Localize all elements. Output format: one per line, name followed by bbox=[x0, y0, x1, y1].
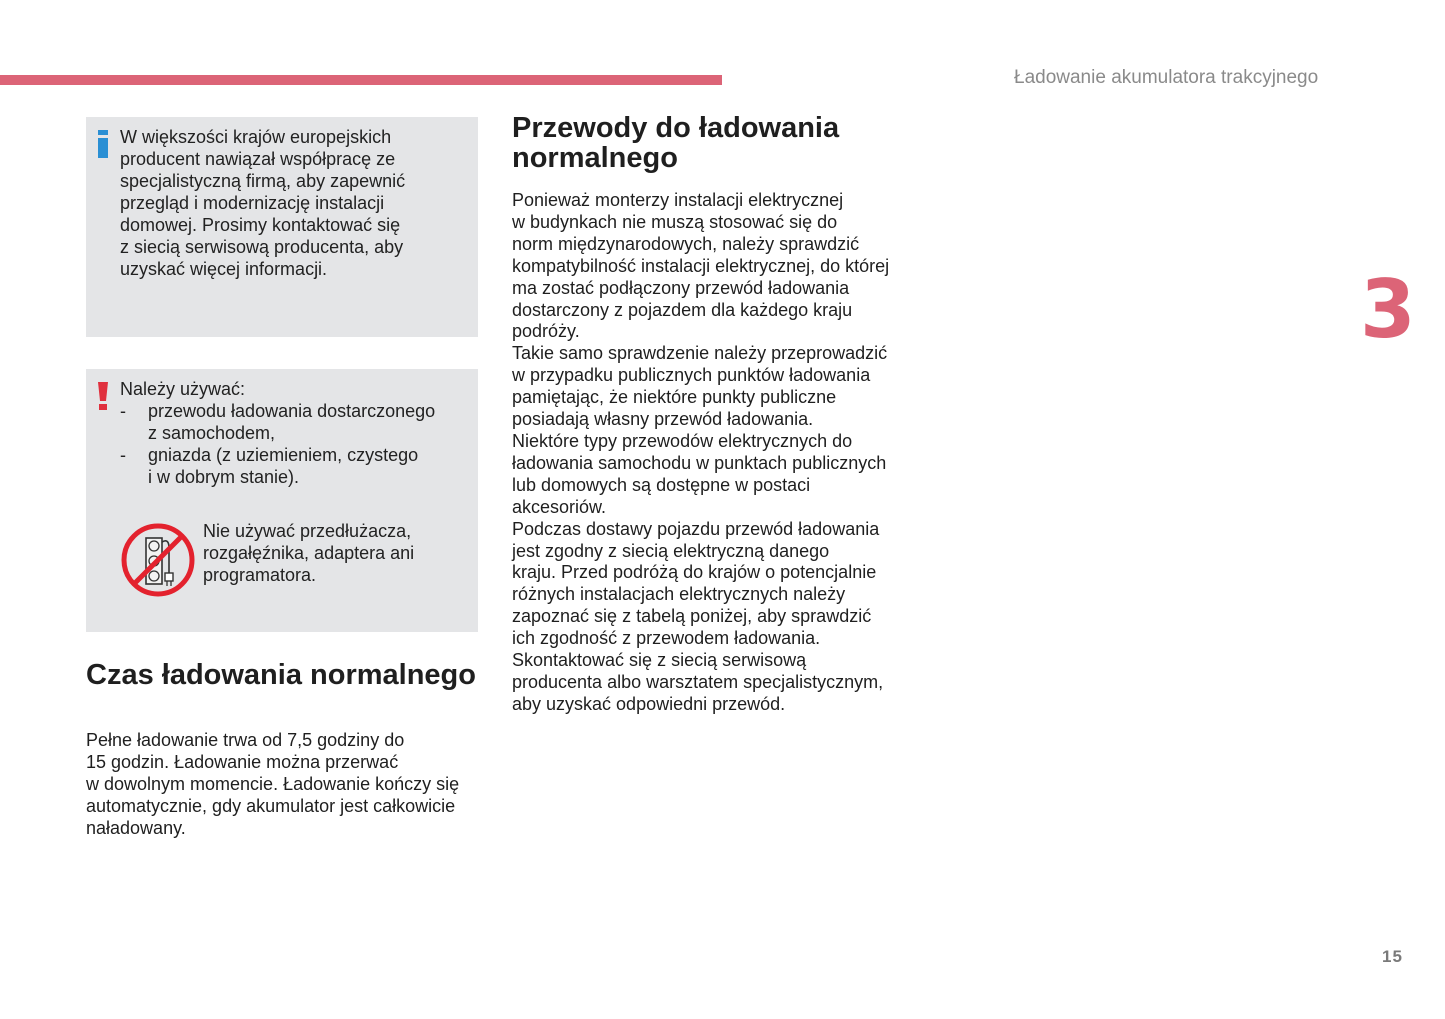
info-line: z siecią serwisową producenta, aby bbox=[120, 237, 404, 257]
warning-intro: Należy używać: bbox=[120, 379, 246, 399]
cables-line: Skontaktować się z siecią serwisową bbox=[512, 650, 807, 671]
charging-cables-text bbox=[512, 190, 912, 716]
cables-line: podróży. bbox=[512, 321, 580, 342]
cables-line: ma zostać podłączony przewód ładowania bbox=[512, 277, 850, 298]
info-box bbox=[86, 117, 478, 337]
warning-box bbox=[86, 369, 478, 632]
info-line: domowej. Prosimy kontaktować się bbox=[120, 215, 401, 235]
cables-line: Takie samo sprawdzenie należy przeprowadzić bbox=[512, 343, 888, 364]
cables-line: ładowania samochodu w punktach publicznych bbox=[512, 452, 887, 473]
warning-list-item: - przewodu ładowania dostarczonego z samochodem, bbox=[120, 401, 436, 443]
prohibition-text: Nie używać przedłużacza, rozgałęźnika, adaptera ani programatora. bbox=[203, 521, 415, 585]
cables-line: w budynkach nie muszą stosować się do bbox=[512, 211, 838, 232]
cables-line: kraju. Przed podróżą do krajów o potencjalnie bbox=[512, 562, 877, 583]
cables-line: posiadają własny przewód ładowania. bbox=[512, 409, 814, 430]
info-line: uzyskać więcej informacji. bbox=[120, 259, 328, 279]
cables-line: producenta albo warsztatem specjalistycznym, bbox=[512, 671, 884, 692]
cables-line: Niektóre typy przewodów elektrycznych do bbox=[512, 430, 853, 451]
warning-list bbox=[120, 400, 470, 488]
cables-line: w przypadku publicznych punktów ładowania bbox=[512, 365, 871, 386]
info-icon bbox=[98, 130, 108, 158]
info-line: producent nawiązał współpracę ze bbox=[120, 149, 396, 169]
header-accent-bar bbox=[0, 75, 722, 85]
warning-box-text bbox=[120, 378, 470, 488]
info-line: specjalistyczną firmą, aby zapewnić bbox=[120, 171, 406, 191]
cables-line: aby uzyskać odpowiedni przewód. bbox=[512, 693, 786, 714]
page-number: 15 bbox=[1382, 947, 1403, 966]
running-header: Ładowanie akumulatora trakcyjnego bbox=[1014, 67, 1319, 88]
cables-line: dostarczony z pojazdem dla każdego kraju bbox=[512, 299, 853, 320]
section-title-charge-time: Czas ładowania normalnego bbox=[86, 659, 476, 691]
warning-list-item: - gniazda (z uziemieniem, czystego i w dobrym stanie). bbox=[120, 445, 419, 487]
cables-line: lub domowych są dostępne w postaci bbox=[512, 474, 811, 495]
warning-exclamation-icon bbox=[98, 382, 108, 410]
cables-line: różnych instalacjach elektrycznych należy bbox=[512, 584, 846, 605]
cables-line: norm międzynarodowych, należy sprawdzić bbox=[512, 233, 860, 254]
cables-line: jest zgodny z siecią elektryczną danego bbox=[512, 540, 830, 561]
cables-line: kompatybilność instalacji elektrycznej, do której bbox=[512, 255, 890, 276]
cables-line: Ponieważ monterzy instalacji elektrycznej bbox=[512, 190, 844, 210]
charge-time-paragraph: Pełne ładowanie trwa od 7,5 godziny do 15 godzin. Ładowanie można przerwać w dowolnym momencie. Ładowanie kończy się automatycznie, gdy akumulator jest całkowicie naładowany. bbox=[86, 730, 460, 838]
info-line: W większości krajów europejskich bbox=[120, 127, 392, 147]
cables-line: ich zgodność z przewodem ładowania. bbox=[512, 628, 821, 649]
info-line: przegląd i modernizację instalacji bbox=[120, 193, 385, 213]
cables-line: pamiętając, że niektóre punkty publiczne bbox=[512, 387, 837, 408]
cables-line: zapoznać się z tabelą poniżej, aby sprawdzić bbox=[512, 606, 872, 627]
cables-line: Podczas dostawy pojazdu przewód ładowania bbox=[512, 518, 880, 539]
cables-line: akcesoriów. bbox=[512, 496, 607, 517]
info-box-text bbox=[120, 126, 470, 280]
no-extension-cord-icon bbox=[120, 522, 196, 598]
chapter-number: 3 bbox=[1360, 263, 1416, 356]
section-title-charging-cables: Przewody do ładowania normalnego bbox=[512, 112, 840, 174]
